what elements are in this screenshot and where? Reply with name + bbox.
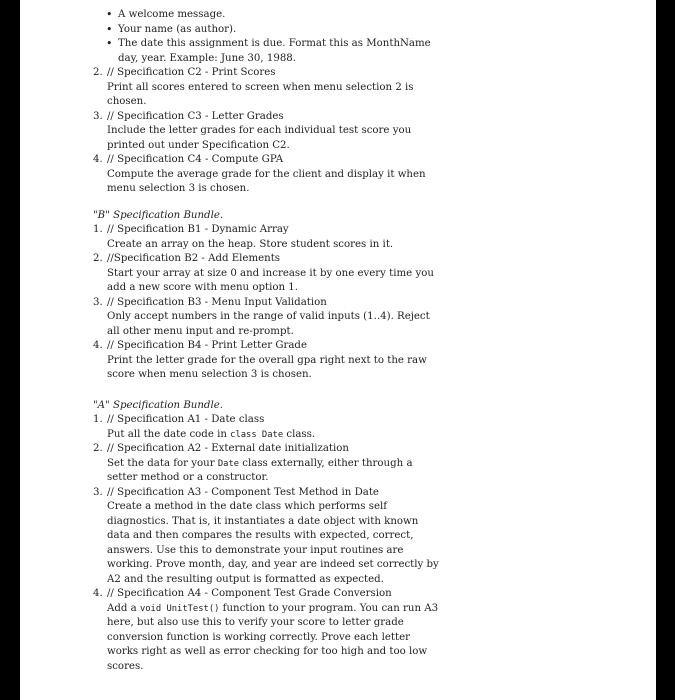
a-bundle-title: "A" Specification Bundle. [93,399,223,411]
spec-c4: 4. // Specification C4 - Compute GPA Compute the average grade for the client and display it when menu selection 3 is chosen. [93,153,443,197]
spec-title: // Specification A2 - External date initialization [107,443,349,454]
spec-a3: 3. // Specification A3 - Component Test Method in Date Create a method in the date class which performs self diagnostics. That is, it instantiates a date object with known data and then compares the results with expected, correct, answers. Use this to demonstrate your input routines are working. Prove month, day, and year are indeed set correctly by A2 and the resulting output is formatted as expected. [93,486,443,588]
inline-code: Date [217,458,240,469]
spec-title: // Specification C3 - Letter Grades [107,110,284,122]
c-spec-list [93,66,443,197]
document-content [93,8,443,674]
b-spec-list [93,223,443,383]
spec-description: Set the data for your Date class externally, either through a setter method or a constructor. [107,457,413,483]
list-item: • The date this assignment is due. Format this as MonthName day, year. Example: June 30, 1988. [106,37,431,64]
spec-title: // Specification B4 - Print Letter Grade [107,340,307,351]
inline-code: class Date [230,429,284,440]
spec-a1: 1. // Specification A1 - Date class Put all the date code in class Date class. [93,413,443,442]
spec-title: //Specification B2 - Add Elements [107,253,281,264]
spec-title: // Specification A3 - Component Test Method in Date [107,486,379,498]
spec-c3: 3. // Specification C3 - Letter Grades Include the letter grades for each individual test score you printed out under Specification C2. [93,110,443,154]
spec-description: Include the letter grades for each individual test score you printed out under Specification C2. [107,125,412,151]
spec-b4: 4. // Specification B4 - Print Letter Grade Print the letter grade for the overall gpa right next to the raw score when menu selection 3 is chosen. [93,339,443,383]
spec-b3: 3. // Specification B3 - Menu Input Validation Only accept numbers in the range of valid inputs (1..4). Reject all other menu input and re-prompt. [93,296,443,340]
spec-b2: 2. //Specification B2 - Add Elements Start your array at size 0 and increase it by one every time you add a new score with menu option 1. [93,252,443,296]
spec-title: // Specification B3 - Menu Input Validation [107,296,327,308]
spec-description: Put all the date code in class Date class. [107,428,316,440]
b-bundle-title: "B" Specification Bundle. [93,209,224,221]
spec-a4: 4. // Specification A4 - Component Test Grade Conversion Add a void UnitTest() function to your program. You can run A3 here, but also use this to verify your score to letter grade conversion function is working correctly. Prove each letter works right as well as error checking for too high and too low scores. [93,587,443,674]
spec-title: // Specification C4 - Compute GPA [107,154,284,165]
list-item: • A welcome message. [106,8,226,21]
spec-description: Start your array at size 0 and increase it by one every time you add a new score with menu option 1. [107,267,434,293]
spec-c2: 2. // Specification C2 - Print Scores Print all scores entered to screen when menu selection 2 is chosen. [93,66,443,110]
spec-description: Create a method in the date class which performs self diagnostics. That is, it instantiates a date object with known data and then compares the results with expected, correct, answers. Use this to demonstrate your input routines are working. Prove month, day, and year are indeed set correctly by A2 and the resulting output is formatted as expected. [107,501,439,585]
spec-description: Add a void UnitTest() function to your program. You can run A3 here, but also use this to verify your score to letter grade conversion function is working correctly. Prove each letter works right as well as error checking for too high and too low scores. [107,602,439,672]
spec-title: // Specification B1 - Dynamic Array [107,224,289,235]
spec-description: Print the letter grade for the overall gpa right next to the raw score when menu selection 3 is chosen. [107,354,427,380]
spec-a2: 2. // Specification A2 - External date initialization Set the data for your Date class externally, either through a setter method or a constructor. [93,442,443,486]
spec-description: Create an array on the heap. Store student scores in it. [107,238,394,250]
spec-title: // Specification A1 - Date class [107,414,265,425]
spec-b1: 1. // Specification B1 - Dynamic Array Create an array on the heap. Store student scores in it. [93,223,443,252]
spec-description: Print all scores entered to screen when menu selection 2 is chosen. [107,81,414,107]
a-spec-list [93,413,443,674]
spec-title: // Specification A4 - Component Test Grade Conversion [107,588,392,599]
spec-title: // Specification C2 - Print Scores [107,67,276,78]
inline-code: void UnitTest() [139,603,220,614]
spec-description: Compute the average grade for the client and display it when menu selection 3 is chosen. [107,168,426,194]
list-item: • Your name (as author). [106,22,237,36]
document-page [20,0,656,700]
spec-description: Only accept numbers in the range of valid inputs (1..4). Reject all other menu input and re-prompt. [107,311,430,337]
intro-bullet-list [93,8,443,66]
